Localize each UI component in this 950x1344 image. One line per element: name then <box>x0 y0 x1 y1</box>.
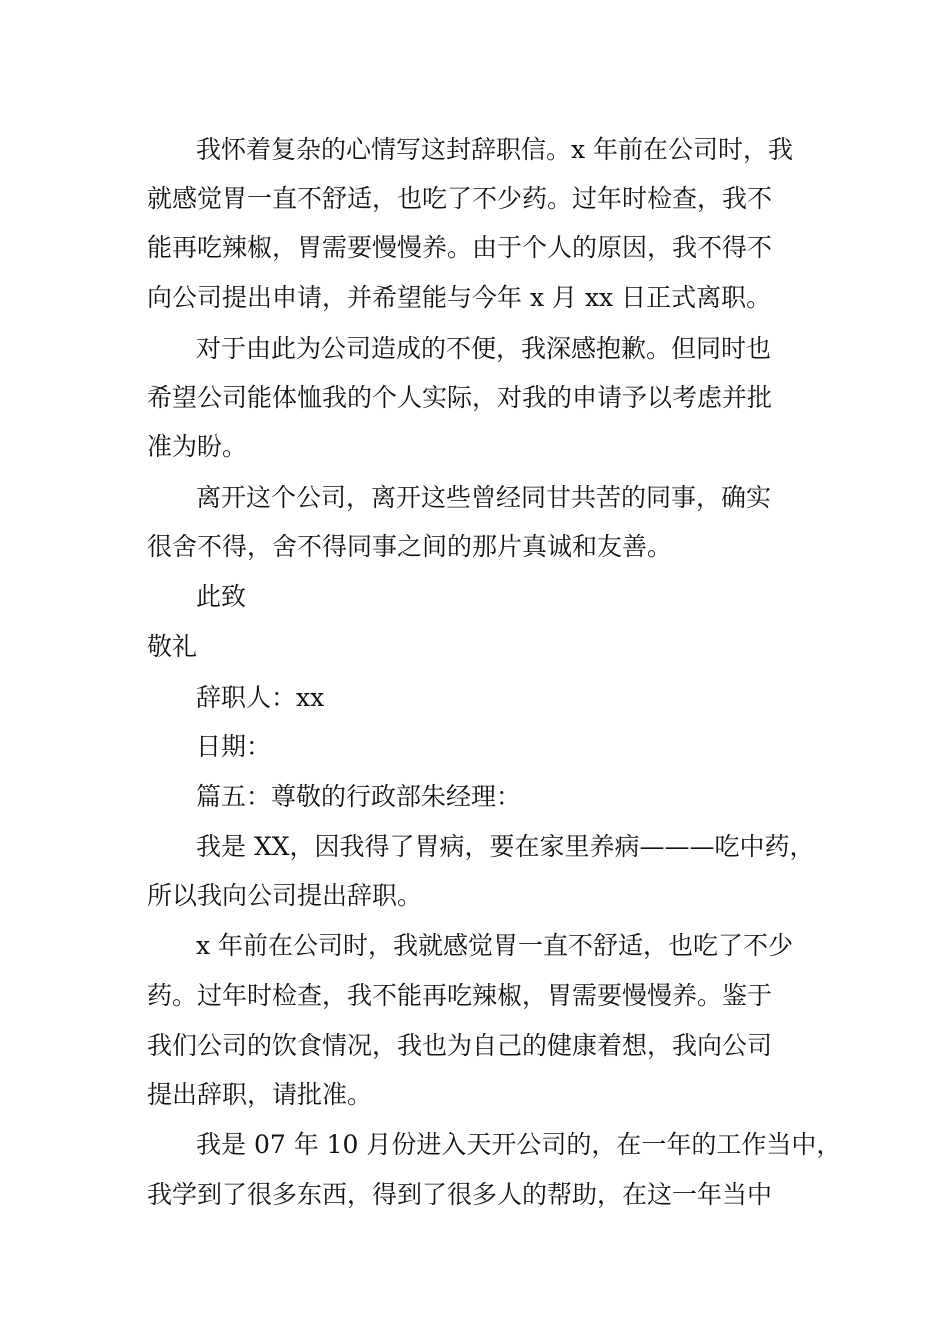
text-line: 能再吃辣椒，胃需要慢慢养。由于个人的原因，我不得不 <box>147 233 773 262</box>
closing-line: 此致 <box>196 582 247 611</box>
text-line: 提出辞职，请批准。 <box>147 1080 373 1109</box>
text-line: 我们公司的饮食情况，我也为自己的健康着想，我向公司 <box>147 1031 773 1060</box>
text-line: 准为盼。 <box>147 432 248 461</box>
text-line: 对于由此为公司造成的不便，我深感抱歉。但同时也 <box>196 334 772 363</box>
text-line: 我学到了很多东西，得到了很多人的帮助，在这一年当中 <box>147 1180 773 1209</box>
text-line: x 年前在公司时，我就感觉胃一直不舒适，也吃了不少 <box>196 931 794 960</box>
text-line: 就感觉胃一直不舒适，也吃了不少药。过年时检查，我不 <box>147 184 773 213</box>
signature-line: 辞职人：xx <box>196 683 325 712</box>
text-line: 我是 XX，因我得了胃病，要在家里养病———吃中药， <box>196 832 815 861</box>
text-line: 所以我向公司提出辞职。 <box>147 881 423 910</box>
text-line: 药。过年时检查，我不能再吃辣椒，胃需要慢慢养。鉴于 <box>147 981 773 1010</box>
text-line: 离开这个公司，离开这些曾经同甘共苦的同事，确实 <box>196 483 772 512</box>
text-line: 向公司提出申请，并希望能与今年 x 月 xx 日正式离职。 <box>147 283 772 312</box>
text-line: 希望公司能体恤我的个人实际，对我的申请予以考虑并批 <box>147 383 773 412</box>
salutation-line: 敬礼 <box>147 632 198 661</box>
text-line: 很舍不得，舍不得同事之间的那片真诚和友善。 <box>147 532 673 561</box>
section-heading: 篇五：尊敬的行政部朱经理： <box>196 782 522 811</box>
date-line: 日期： <box>196 732 272 761</box>
text-line: 我怀着复杂的心情写这封辞职信。x 年前在公司时，我 <box>196 135 794 164</box>
text-line: 我是 07 年 10 月份进入天开公司的，在一年的工作当中， <box>196 1130 842 1159</box>
